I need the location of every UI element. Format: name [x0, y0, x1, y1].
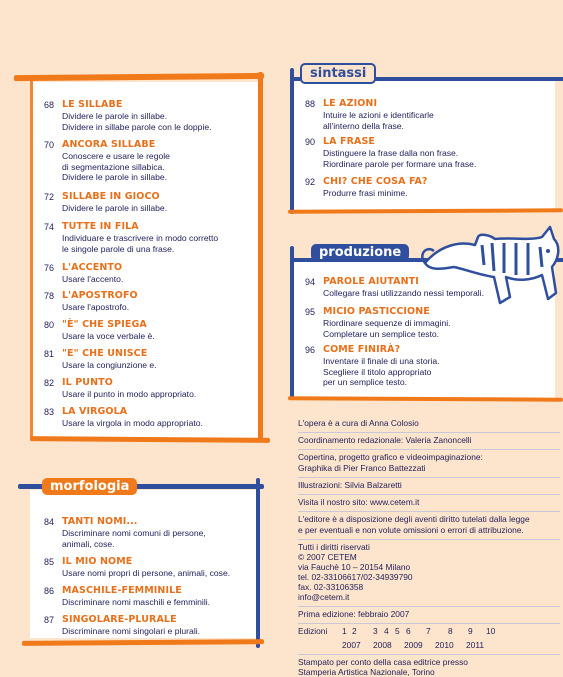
entry-title: MICIO PASTICCIONE [323, 306, 430, 317]
edition-number: 10 [486, 626, 496, 636]
entry-description: Discriminare nomi comuni di persone, [62, 528, 206, 538]
entry-title: COME FINIRÀ? [323, 344, 401, 355]
entry-description: Individuare e trascrivere in modo corretto [62, 233, 219, 243]
entry-description: Conoscere e usare le regole [62, 151, 170, 161]
entry-description: Riordinare sequenze di immagini. [323, 318, 451, 328]
divider [298, 511, 560, 512]
entry-page-number: 84 [43, 517, 54, 527]
credit-illustrazioni: Illustrazioni: Silvia Balzaretti [298, 480, 402, 490]
entry-title: LE SILLABE [62, 99, 123, 110]
entry-title: L'APOSTROFO [62, 290, 138, 301]
entry-title: TUTTE IN FILA [62, 221, 139, 232]
credit-address: via Fauchè 10 – 20154 Milano [298, 562, 411, 572]
credit-sito: Visita il nostro sito: www.cetem.it [298, 497, 420, 507]
years-row [298, 640, 560, 652]
entry-page-number: 78 [43, 291, 54, 301]
entry-title: TANTI NOMI... [62, 516, 138, 527]
entry-title: LA VIRGOLA [62, 406, 128, 417]
edition-year: 2008 [373, 640, 392, 650]
divider [298, 654, 560, 655]
divider [298, 606, 560, 607]
edition-number: 1 [342, 626, 347, 636]
entry-description: Discriminare nomi maschili e femminili. [62, 597, 211, 607]
entry-title: LA FRASE [323, 136, 376, 147]
edition-year: 2007 [342, 640, 361, 650]
entry-title: CHI? CHE COSA FA? [323, 176, 428, 187]
entry-page-number: 80 [43, 320, 54, 330]
entry-page-number: 90 [304, 137, 315, 147]
entry-description: Produrre frasi minime. [323, 188, 408, 198]
edition-year: 2009 [404, 640, 423, 650]
credit-graphika: Graphika di Pier Franco Battezzati [298, 463, 426, 473]
credit-stampato-1: Stampato per conto della casa editrice presso [298, 657, 468, 667]
credit-prima-edizione: Prima edizione: febbraio 2007 [298, 609, 410, 619]
entry-page-number: 83 [43, 407, 54, 417]
entry-description: Scegliere il titolo appropriato [323, 366, 432, 377]
credit-stampato-2: Stamperia Artistica Nazionale, Torino [298, 667, 435, 677]
credit-editore-2: e per eventuali e non volute omissioni o errori di attribuzione. [298, 525, 524, 535]
divider [298, 539, 560, 540]
entry-page-number: 96 [304, 345, 315, 355]
edition-number: 2 [352, 626, 357, 636]
edition-number: 3 [373, 626, 378, 636]
editions-label: Edizioni [298, 626, 328, 636]
entry-page-number: 72 [43, 192, 54, 202]
entry-page-number: 68 [43, 100, 54, 110]
entry-description: Usare la virgola in modo appropriato. [62, 418, 203, 428]
sintassi-stroke-left [290, 68, 294, 214]
divider [298, 494, 560, 495]
divider [298, 449, 560, 450]
entry-description: per un semplice testo. [323, 377, 408, 388]
entry-title: LE AZIONI [323, 98, 378, 109]
edition-number: 6 [406, 626, 411, 636]
credit-fax: fax. 02-33106358 [298, 582, 364, 592]
entry-description: le singole parole di una frase. [62, 243, 175, 254]
edition-number: 4 [384, 626, 389, 636]
edition-number: 9 [468, 626, 473, 636]
section-tag-morfologia: morfologia [42, 478, 137, 495]
editions-row [298, 626, 560, 638]
entry-page-number: 92 [304, 177, 315, 187]
entry-title: SILLABE IN GIOCO [62, 191, 160, 202]
credit-copyright: © 2007 CETEM [298, 552, 357, 562]
entry-title: ANCORA SILLABE [62, 139, 156, 150]
entry-title: IL MIO NOME [62, 556, 133, 567]
edition-number: 5 [395, 626, 400, 636]
edition-year: 2010 [435, 640, 454, 650]
entry-description: Inventare il finale di una storia. [323, 356, 440, 366]
entry-description: Usare la congiunzione e. [62, 360, 157, 370]
entry-description: Usare il punto in modo appropriato. [62, 389, 197, 399]
entry-title: SINGOLARE-PLURALE [62, 614, 177, 625]
entry-page-number: 74 [43, 222, 54, 232]
entry-page-number: 94 [304, 277, 315, 287]
section-tag-produzione: produzione [311, 244, 409, 261]
credit-redazione: Coordinamento redazionale: Valeria Zanoncelli [298, 435, 472, 445]
entry-description: Usare l'apostrofo. [62, 302, 130, 312]
entry-description: Dividere le parole in sillabe. [62, 111, 168, 121]
credit-curatore: L'opera è a cura di Anna Colosio [298, 418, 419, 428]
entry-description: Usare nomi propri di persone, animali, cose. [62, 568, 231, 578]
divider [298, 432, 560, 433]
entry-page-number: 87 [43, 615, 54, 625]
morfologia-list [40, 0, 260, 665]
entry-description: Discriminare nomi singolari e plurali. [62, 626, 201, 636]
entry-title: PAROLE AIUTANTI [323, 276, 419, 287]
entry-title: "E" CHE UNISCE [62, 348, 148, 359]
entry-page-number: 88 [304, 99, 315, 109]
entry-description: Usare la voce verbale è. [62, 331, 155, 341]
entry-description: di segmentazione sillabica. [62, 161, 165, 172]
entry-page-number: 81 [43, 349, 54, 359]
entry-description: Dividere le parole in sillabe. [62, 203, 168, 213]
edition-number: 8 [448, 626, 453, 636]
entry-page-number: 85 [43, 557, 54, 567]
divider [298, 623, 560, 624]
edition-year: 2011 [466, 640, 485, 650]
credit-copertina: Copertina, progetto grafico e videoimpaginazione: [298, 452, 483, 462]
entry-description: Intuire le azioni e identificarle [323, 110, 434, 120]
entry-title: IL PUNTO [62, 377, 113, 388]
entry-description: Distinguere la frase dalla non frase. [323, 148, 459, 158]
credit-diritti: Tutti i diritti riservati [298, 542, 370, 552]
entry-description: Riordinare parole per formare una frase. [323, 158, 477, 169]
divider [298, 477, 560, 478]
entry-title: "È" CHE SPIEGA [62, 319, 147, 330]
entry-description: all'interno della frase. [323, 120, 404, 131]
entry-description: Dividere in sillabe parole con le doppie. [62, 121, 212, 132]
frame-stroke-left [30, 78, 33, 438]
entry-page-number: 95 [304, 307, 315, 317]
entry-description: Dividere le parole in sillabe. [62, 172, 168, 183]
credit-tel: tel. 02-33106617/02-34939790 [298, 572, 413, 582]
entry-title: MASCHILE-FEMMINILE [62, 585, 182, 596]
entry-description: animali, cose. [62, 538, 115, 549]
entry-page-number: 76 [43, 263, 54, 273]
credit-editore-1: L'editore è a disposizione degli aventi diritto tutelati dalla legge [298, 514, 530, 524]
cat-illustration [420, 215, 563, 307]
entry-description: Collegare frasi utilizzando nessi temporali. [323, 288, 484, 298]
edition-number: 7 [426, 626, 431, 636]
produzione-stroke-left [290, 246, 294, 400]
entry-page-number: 82 [43, 378, 54, 388]
entry-title: L'ACCENTO [62, 262, 123, 273]
entry-page-number: 70 [43, 140, 54, 150]
section-tag-sintassi: sintassi [300, 63, 376, 84]
credit-email: info@cetem.it [298, 592, 350, 602]
entry-description: Usare l'accento. [62, 274, 124, 284]
entry-page-number: 86 [43, 586, 54, 596]
entry-description: Completare un semplice testo. [323, 328, 440, 339]
